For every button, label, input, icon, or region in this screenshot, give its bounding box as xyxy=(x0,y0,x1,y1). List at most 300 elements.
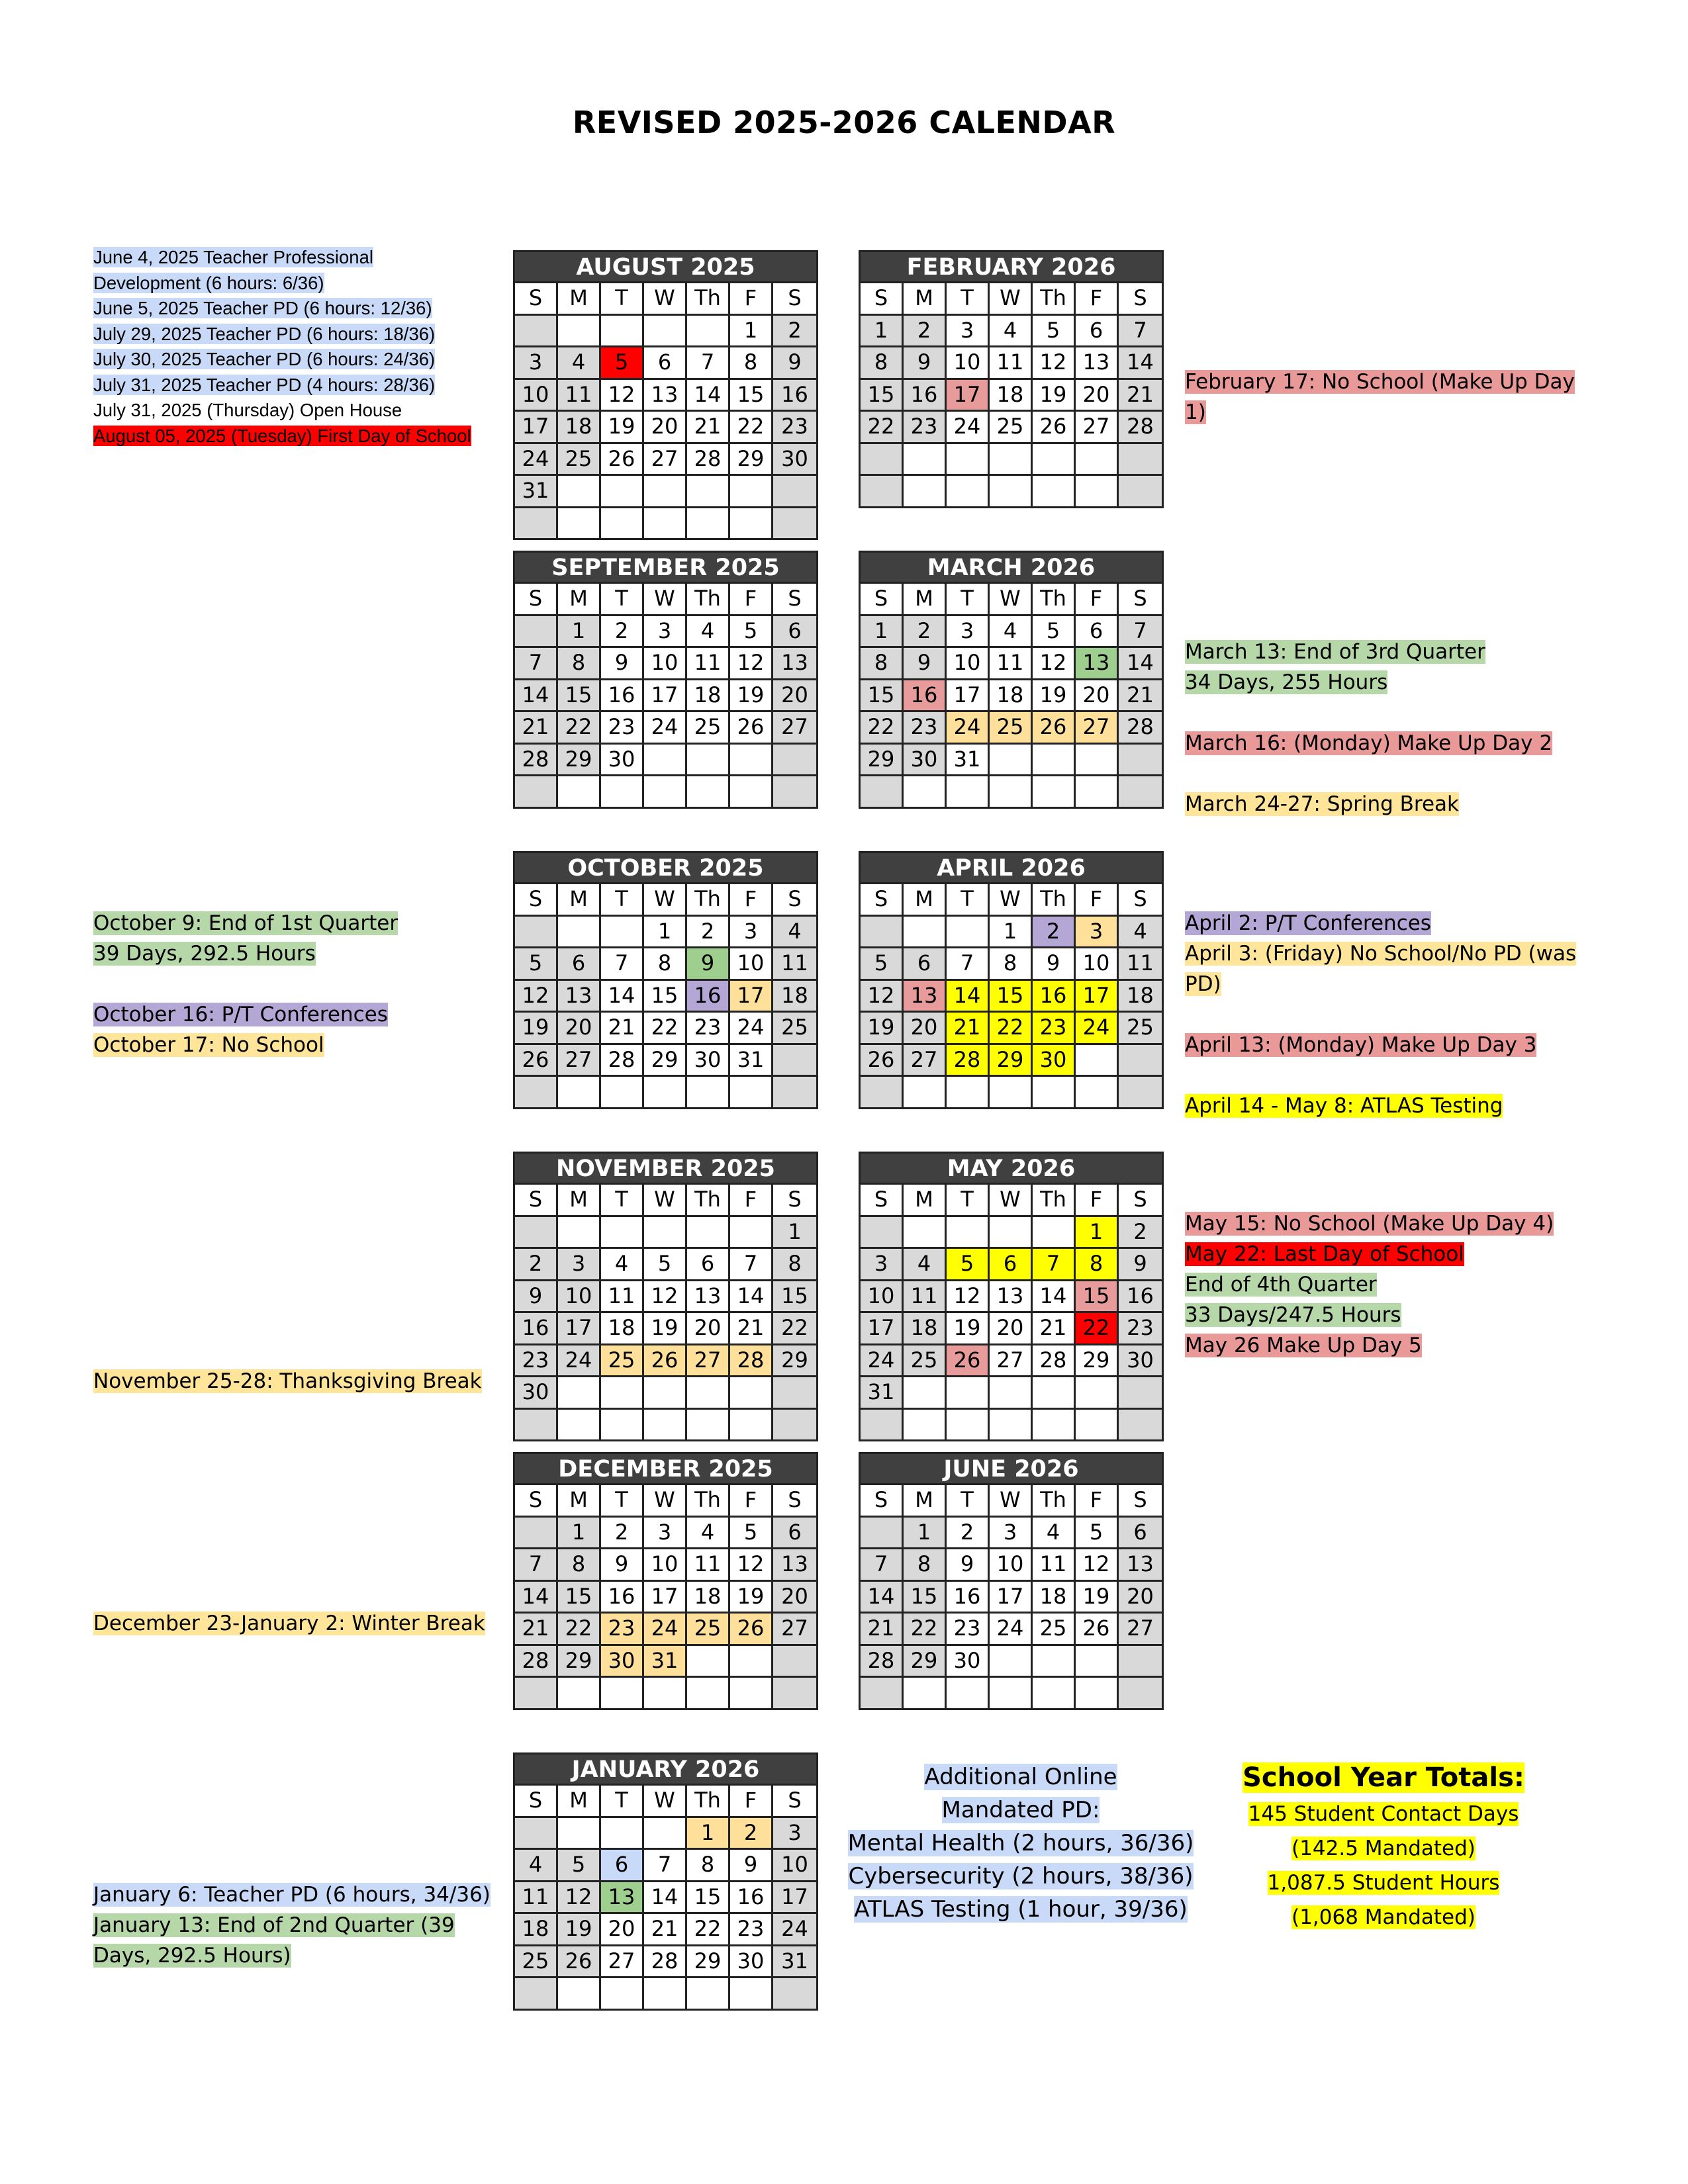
day-cell: 28 xyxy=(515,743,558,775)
day-cell: 13 xyxy=(558,979,601,1011)
day-cell: 20 xyxy=(904,1011,947,1043)
empty-cell xyxy=(730,1215,773,1248)
may-notes xyxy=(1185,1208,1554,1361)
day-cell: 3 xyxy=(644,614,687,647)
jan13-note-cont: Days, 292.5 Hours) xyxy=(93,1944,291,1968)
feb17-note: February 17: No School (Make Up Day xyxy=(1185,370,1575,394)
empty-cell xyxy=(687,314,730,346)
empty-cell xyxy=(558,915,601,947)
weekday-header: F xyxy=(730,1183,773,1215)
day-cell: 13 xyxy=(773,646,816,678)
day-cell: 14 xyxy=(861,1580,904,1612)
day-cell: 12 xyxy=(861,979,904,1011)
day-cell: 24 xyxy=(773,1912,816,1944)
calendar-march-2026 xyxy=(859,551,1164,809)
weekday-header: S xyxy=(861,1483,904,1516)
empty-cell xyxy=(644,314,687,346)
day-cell: 3 xyxy=(558,1247,601,1279)
day-cell: 9 xyxy=(1033,946,1076,979)
weekday-header: F xyxy=(730,882,773,915)
empty-cell xyxy=(861,1676,904,1708)
day-cell: 17 xyxy=(558,1311,601,1343)
day-cell: 5 xyxy=(644,1247,687,1279)
empty-cell xyxy=(515,1816,558,1848)
day-cell: 30 xyxy=(687,1043,730,1075)
weekday-header: Th xyxy=(687,1183,730,1215)
weekday-header: S xyxy=(515,1483,558,1516)
day-cell: 8 xyxy=(861,345,904,378)
empty-cell xyxy=(990,474,1033,506)
pd-note: July 29, 2025 Teacher PD (6 hours: 18/36) xyxy=(93,323,436,344)
day-cell: 31 xyxy=(644,1644,687,1676)
day-cell: 20 xyxy=(773,678,816,711)
totals-line: (1,068 Mandated) xyxy=(1291,1905,1476,1929)
empty-cell xyxy=(730,1676,773,1708)
calendar-october-2025 xyxy=(513,851,818,1109)
day-cell: 24 xyxy=(515,442,558,475)
day-cell: 1 xyxy=(730,314,773,346)
day-cell: 24 xyxy=(644,710,687,743)
day-cell: 1 xyxy=(1076,1215,1119,1248)
day-cell: 2 xyxy=(515,1247,558,1279)
day-cell: 1 xyxy=(904,1516,947,1548)
day-cell: 30 xyxy=(515,1375,558,1408)
weekday-header: M xyxy=(558,582,601,614)
weekday-header: W xyxy=(990,582,1033,614)
day-cell: 23 xyxy=(1119,1311,1162,1343)
day-cell: 24 xyxy=(644,1612,687,1644)
day-cell: 18 xyxy=(558,410,601,442)
empty-cell xyxy=(947,1375,990,1408)
pd-note: June 5, 2025 Teacher PD (6 hours: 12/36) xyxy=(93,298,432,318)
day-cell: 28 xyxy=(515,1644,558,1676)
day-cell: 19 xyxy=(947,1311,990,1343)
weekday-header: Th xyxy=(1033,582,1076,614)
empty-cell xyxy=(687,774,730,807)
empty-cell xyxy=(558,1976,601,2009)
empty-cell xyxy=(687,1408,730,1440)
day-cell: 11 xyxy=(558,378,601,410)
day-cell: 27 xyxy=(904,1043,947,1075)
day-cell: 28 xyxy=(601,1043,644,1075)
day-cell: 10 xyxy=(1076,946,1119,979)
day-cell: 22 xyxy=(861,710,904,743)
empty-cell xyxy=(644,1976,687,2009)
day-cell: 18 xyxy=(687,1580,730,1612)
day-cell: 8 xyxy=(730,345,773,378)
weekday-header: T xyxy=(947,582,990,614)
q4-days-note: 33 Days/247.5 Hours xyxy=(1185,1303,1401,1327)
weekday-header: S xyxy=(773,1784,816,1816)
day-cell: 8 xyxy=(861,646,904,678)
empty-cell xyxy=(1119,1676,1162,1708)
empty-cell xyxy=(947,1075,990,1107)
empty-cell xyxy=(773,1976,816,2009)
empty-cell xyxy=(687,1676,730,1708)
empty-cell xyxy=(558,1676,601,1708)
day-cell: 29 xyxy=(558,1644,601,1676)
weekday-header: W xyxy=(990,1183,1033,1215)
empty-cell xyxy=(947,774,990,807)
day-cell: 12 xyxy=(558,1880,601,1913)
day-cell: 14 xyxy=(644,1880,687,1913)
day-cell: 28 xyxy=(687,442,730,475)
day-cell: 6 xyxy=(601,1848,644,1880)
empty-cell xyxy=(730,1976,773,2009)
empty-cell xyxy=(515,506,558,539)
empty-cell xyxy=(730,1408,773,1440)
day-cell: 5 xyxy=(1076,1516,1119,1548)
day-cell: 7 xyxy=(861,1547,904,1580)
day-cell: 14 xyxy=(601,979,644,1011)
month-title: FEBRUARY 2026 xyxy=(861,252,1162,281)
empty-cell xyxy=(558,1408,601,1440)
empty-cell xyxy=(904,474,947,506)
weekday-header: T xyxy=(947,882,990,915)
day-cell: 13 xyxy=(990,1279,1033,1312)
empty-cell xyxy=(644,1215,687,1248)
calendar-january-2026 xyxy=(513,1752,818,2011)
apr13-note: April 13: (Monday) Make Up Day 3 xyxy=(1185,1033,1537,1057)
day-cell: 2 xyxy=(773,314,816,346)
day-cell: 20 xyxy=(773,1580,816,1612)
weekday-header: S xyxy=(1119,1183,1162,1215)
day-cell: 29 xyxy=(861,743,904,775)
weekday-header: T xyxy=(947,281,990,314)
day-cell: 26 xyxy=(644,1343,687,1376)
day-cell: 17 xyxy=(644,678,687,711)
empty-cell xyxy=(1076,1644,1119,1676)
day-cell: 1 xyxy=(773,1215,816,1248)
day-cell: 26 xyxy=(730,1612,773,1644)
jan-notes xyxy=(93,1880,491,1971)
empty-cell xyxy=(861,442,904,475)
may26-note: May 26 Make Up Day 5 xyxy=(1185,1334,1422,1357)
day-cell: 13 xyxy=(904,979,947,1011)
school-year-totals xyxy=(1211,1760,1556,1934)
day-cell: 30 xyxy=(773,442,816,475)
weekday-header: S xyxy=(773,582,816,614)
empty-cell xyxy=(558,1816,601,1848)
totals-line: 145 Student Contact Days xyxy=(1248,1802,1519,1826)
day-cell: 7 xyxy=(601,946,644,979)
month-title: SEPTEMBER 2025 xyxy=(515,553,816,582)
day-cell: 17 xyxy=(773,1880,816,1913)
weekday-header: S xyxy=(861,281,904,314)
oct16-note: October 16: P/T Conferences xyxy=(93,1003,388,1026)
empty-cell xyxy=(644,1075,687,1107)
calendar-december-2025 xyxy=(513,1452,818,1710)
day-cell: 3 xyxy=(730,915,773,947)
day-cell: 28 xyxy=(1033,1343,1076,1376)
weekday-header: F xyxy=(1076,1483,1119,1516)
empty-cell xyxy=(1119,442,1162,475)
empty-cell xyxy=(773,1644,816,1676)
day-cell: 7 xyxy=(1033,1247,1076,1279)
day-cell: 15 xyxy=(904,1580,947,1612)
calendar-june-2026 xyxy=(859,1452,1164,1710)
day-cell: 23 xyxy=(687,1011,730,1043)
empty-cell xyxy=(1119,1043,1162,1075)
oct9-note: October 9: End of 1st Quarter xyxy=(93,911,399,935)
day-cell: 9 xyxy=(1119,1247,1162,1279)
day-cell: 29 xyxy=(904,1644,947,1676)
day-cell: 7 xyxy=(515,1547,558,1580)
pd-note: Development (6 hours: 6/36) xyxy=(93,272,324,293)
weekday-header: W xyxy=(644,1483,687,1516)
day-cell: 10 xyxy=(947,345,990,378)
day-cell: 21 xyxy=(515,1612,558,1644)
day-cell: 27 xyxy=(773,1612,816,1644)
q4-note: End of 4th Quarter xyxy=(1185,1273,1377,1297)
empty-cell xyxy=(990,1075,1033,1107)
day-cell: 4 xyxy=(515,1848,558,1880)
day-cell: 14 xyxy=(1119,345,1162,378)
day-cell: 15 xyxy=(644,979,687,1011)
empty-cell xyxy=(1033,442,1076,475)
day-cell: 8 xyxy=(558,1547,601,1580)
empty-cell xyxy=(947,1676,990,1708)
day-cell: 25 xyxy=(990,710,1033,743)
weekday-header: Th xyxy=(687,1784,730,1816)
empty-cell xyxy=(558,1375,601,1408)
empty-cell xyxy=(773,1375,816,1408)
day-cell: 13 xyxy=(644,378,687,410)
empty-cell xyxy=(904,1676,947,1708)
day-cell: 16 xyxy=(1033,979,1076,1011)
empty-cell xyxy=(644,506,687,539)
weekday-header: S xyxy=(1119,1483,1162,1516)
day-cell: 10 xyxy=(515,378,558,410)
weekday-header: F xyxy=(730,1784,773,1816)
weekday-header: F xyxy=(730,281,773,314)
day-cell: 19 xyxy=(861,1011,904,1043)
empty-cell xyxy=(990,743,1033,775)
calendar-november-2025 xyxy=(513,1152,818,1441)
day-cell: 12 xyxy=(601,378,644,410)
day-cell: 29 xyxy=(644,1043,687,1075)
day-cell: 16 xyxy=(601,1580,644,1612)
day-cell: 7 xyxy=(947,946,990,979)
empty-cell xyxy=(1033,1075,1076,1107)
month-title: MAY 2026 xyxy=(861,1154,1162,1183)
empty-cell xyxy=(773,506,816,539)
empty-cell xyxy=(947,1408,990,1440)
oct9-note-cont: 39 Days, 292.5 Hours xyxy=(93,942,316,966)
day-cell: 15 xyxy=(558,1580,601,1612)
month-title: AUGUST 2025 xyxy=(515,252,816,281)
day-cell: 14 xyxy=(515,1580,558,1612)
day-cell: 21 xyxy=(730,1311,773,1343)
empty-cell xyxy=(1033,1375,1076,1408)
day-cell: 27 xyxy=(687,1343,730,1376)
weekday-header: M xyxy=(558,1183,601,1215)
day-cell: 2 xyxy=(904,614,947,647)
feb-notes xyxy=(1185,367,1575,428)
day-cell: 10 xyxy=(730,946,773,979)
day-cell: 12 xyxy=(1076,1547,1119,1580)
empty-cell xyxy=(515,1075,558,1107)
day-cell: 19 xyxy=(1076,1580,1119,1612)
day-cell: 11 xyxy=(515,1880,558,1913)
day-cell: 19 xyxy=(558,1912,601,1944)
day-cell: 18 xyxy=(601,1311,644,1343)
day-cell: 19 xyxy=(515,1011,558,1043)
empty-cell xyxy=(904,1215,947,1248)
day-cell: 21 xyxy=(687,410,730,442)
day-cell: 10 xyxy=(990,1547,1033,1580)
day-cell: 21 xyxy=(515,710,558,743)
day-cell: 15 xyxy=(1076,1279,1119,1312)
day-cell: 4 xyxy=(601,1247,644,1279)
weekday-header: F xyxy=(730,1483,773,1516)
day-cell: 28 xyxy=(861,1644,904,1676)
month-title: JANUARY 2026 xyxy=(515,1754,816,1784)
weekday-header: W xyxy=(644,1183,687,1215)
day-cell: 5 xyxy=(861,946,904,979)
day-cell: 19 xyxy=(644,1311,687,1343)
empty-cell xyxy=(1076,774,1119,807)
empty-cell xyxy=(601,314,644,346)
empty-cell xyxy=(1033,1676,1076,1708)
weekday-header: T xyxy=(947,1483,990,1516)
day-cell: 28 xyxy=(1119,710,1162,743)
day-cell: 14 xyxy=(687,378,730,410)
day-cell: 1 xyxy=(644,915,687,947)
day-cell: 30 xyxy=(1033,1043,1076,1075)
day-cell: 27 xyxy=(644,442,687,475)
weekday-header: S xyxy=(861,1183,904,1215)
empty-cell xyxy=(601,1976,644,2009)
day-cell: 17 xyxy=(730,979,773,1011)
day-cell: 30 xyxy=(904,743,947,775)
day-cell: 22 xyxy=(990,1011,1033,1043)
dec-notes xyxy=(93,1608,485,1639)
day-cell: 14 xyxy=(1119,646,1162,678)
empty-cell xyxy=(773,743,816,775)
day-cell: 5 xyxy=(730,614,773,647)
nov-notes xyxy=(93,1366,482,1396)
day-cell: 30 xyxy=(1119,1343,1162,1376)
day-cell: 22 xyxy=(644,1011,687,1043)
day-cell: 26 xyxy=(558,1944,601,1977)
empty-cell xyxy=(687,1075,730,1107)
empty-cell xyxy=(1033,1215,1076,1248)
empty-cell xyxy=(515,774,558,807)
day-cell: 5 xyxy=(558,1848,601,1880)
empty-cell xyxy=(1076,474,1119,506)
day-cell: 27 xyxy=(1119,1612,1162,1644)
day-cell: 2 xyxy=(947,1516,990,1548)
day-cell: 29 xyxy=(1076,1343,1119,1376)
empty-cell xyxy=(1076,1408,1119,1440)
day-cell: 17 xyxy=(515,410,558,442)
apr3-note: April 3: (Friday) No School/No PD (was xyxy=(1185,942,1577,966)
day-cell: 17 xyxy=(947,678,990,711)
weekday-header: M xyxy=(904,882,947,915)
day-cell: 15 xyxy=(687,1880,730,1913)
empty-cell xyxy=(1033,774,1076,807)
day-cell: 16 xyxy=(730,1880,773,1913)
empty-cell xyxy=(687,1215,730,1248)
weekday-header: Th xyxy=(1033,882,1076,915)
month-title: MARCH 2026 xyxy=(861,553,1162,582)
day-cell: 16 xyxy=(515,1311,558,1343)
day-cell: 2 xyxy=(1033,915,1076,947)
day-cell: 6 xyxy=(558,946,601,979)
empty-cell xyxy=(601,1215,644,1248)
empty-cell xyxy=(904,442,947,475)
day-cell: 16 xyxy=(1119,1279,1162,1312)
day-cell: 1 xyxy=(861,614,904,647)
day-cell: 3 xyxy=(947,614,990,647)
day-cell: 11 xyxy=(687,1547,730,1580)
day-cell: 6 xyxy=(644,345,687,378)
empty-cell xyxy=(947,1215,990,1248)
day-cell: 21 xyxy=(1119,378,1162,410)
day-cell: 13 xyxy=(1076,646,1119,678)
weekday-header: F xyxy=(1076,582,1119,614)
apr3-note-cont: PD) xyxy=(1185,972,1221,996)
weekday-header: T xyxy=(601,281,644,314)
day-cell: 29 xyxy=(990,1043,1033,1075)
day-cell: 24 xyxy=(558,1343,601,1376)
day-cell: 15 xyxy=(990,979,1033,1011)
weekday-header: F xyxy=(730,582,773,614)
day-cell: 4 xyxy=(904,1247,947,1279)
weekday-header: M xyxy=(904,281,947,314)
day-cell: 23 xyxy=(947,1612,990,1644)
weekday-header: S xyxy=(773,1183,816,1215)
day-cell: 15 xyxy=(861,378,904,410)
empty-cell xyxy=(773,1408,816,1440)
day-cell: 20 xyxy=(1076,378,1119,410)
day-cell: 3 xyxy=(861,1247,904,1279)
empty-cell xyxy=(904,774,947,807)
day-cell: 20 xyxy=(1076,678,1119,711)
day-cell: 17 xyxy=(644,1580,687,1612)
day-cell: 4 xyxy=(558,345,601,378)
day-cell: 28 xyxy=(730,1343,773,1376)
day-cell: 7 xyxy=(1119,614,1162,647)
day-cell: 18 xyxy=(990,378,1033,410)
empty-cell xyxy=(687,1976,730,2009)
empty-cell xyxy=(601,1816,644,1848)
month-title: OCTOBER 2025 xyxy=(515,853,816,882)
day-cell: 17 xyxy=(861,1311,904,1343)
empty-cell xyxy=(601,506,644,539)
day-cell: 9 xyxy=(773,345,816,378)
day-cell: 9 xyxy=(730,1848,773,1880)
day-cell: 17 xyxy=(947,378,990,410)
empty-cell xyxy=(773,1676,816,1708)
day-cell: 21 xyxy=(947,1011,990,1043)
mar24-note: March 24-27: Spring Break xyxy=(1185,792,1459,816)
day-cell: 9 xyxy=(947,1547,990,1580)
day-cell: 8 xyxy=(773,1247,816,1279)
day-cell: 31 xyxy=(730,1043,773,1075)
day-cell: 11 xyxy=(687,646,730,678)
day-cell: 23 xyxy=(1033,1011,1076,1043)
day-cell: 8 xyxy=(558,646,601,678)
weekday-header: T xyxy=(601,1784,644,1816)
day-cell: 4 xyxy=(1033,1516,1076,1548)
day-cell: 18 xyxy=(904,1311,947,1343)
day-cell: 12 xyxy=(515,979,558,1011)
online-pd-line: Additional Online xyxy=(924,1764,1117,1790)
day-cell: 21 xyxy=(1119,678,1162,711)
empty-cell xyxy=(1076,1676,1119,1708)
